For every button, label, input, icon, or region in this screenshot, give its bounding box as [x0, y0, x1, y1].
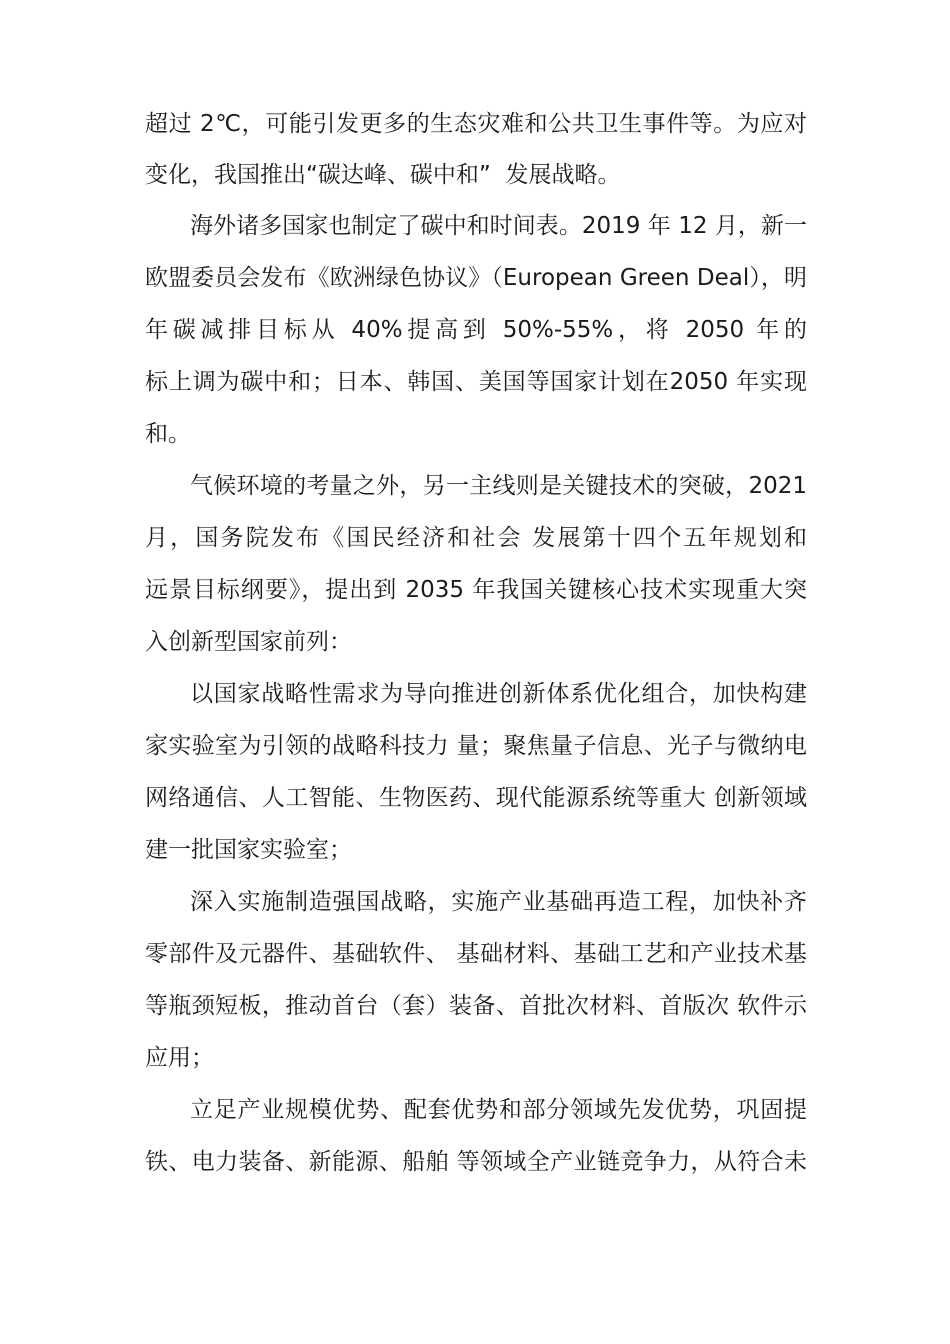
text-line: 海外诸多国家也制定了碳中和时间表。2019 年 12 月，新一: [190, 213, 807, 239]
text-line: 深入实施制造强国战略，实施产业基础再造工程，加快补齐: [190, 889, 807, 915]
text-line: 立足产业规模优势、配套优势和部分领域先发优势，巩固提: [190, 1097, 807, 1123]
text-line: 远景目标纲要》，提出到 2035 年我国关键核心技术实现重大突: [145, 577, 807, 603]
text-line: 标上调为碳中和；日本、韩国、美国等国家计划在2050 年实现: [145, 369, 807, 395]
text-line: 网络通信、人工智能、生物医药、现代能源系统等重大 创新领域: [145, 785, 807, 811]
text-line: 超过 2℃，可能引发更多的生态灾难和公共卫生事件等。为应对: [145, 111, 807, 137]
text-line: 建一批国家实验室；: [145, 837, 352, 863]
text-line: 以国家战略性需求为导向推进创新体系优化组合，加快构建: [190, 681, 807, 707]
text-line: 月，国务院发布《国民经济和社会 发展第十四个五年规划和: [145, 525, 807, 551]
text-line: 应用；: [145, 1045, 214, 1071]
text-line: 气候环境的考量之外，另一主线则是关键技术的突破，2021: [190, 473, 807, 499]
text-line: 年碳减排目标从 40%提高到 50%-55%，将 2050 年的: [145, 317, 807, 343]
text-line: 家实验室为引领的战略科技力 量；聚焦量子信息、光子与微纳电: [145, 733, 807, 759]
text-line: 和。: [145, 421, 191, 447]
text-line: 欧盟委员会发布《欧洲绿色协议》（European Green Deal），明: [145, 265, 807, 291]
text-line: 等瓶颈短板，推动首台（套）装备、首批次材料、首版次 软件示: [145, 993, 807, 1019]
text-line: 入创新型国家前列：: [145, 629, 352, 655]
text-line: 零部件及元器件、基础软件、 基础材料、基础工艺和产业技术基: [145, 941, 807, 967]
text-line: 铁、电力装备、新能源、船舶 等领域全产业链竞争力，从符合未: [145, 1149, 807, 1175]
text-line: 变化，我国推出“碳达峰、碳中和” 发展战略。: [145, 162, 621, 188]
